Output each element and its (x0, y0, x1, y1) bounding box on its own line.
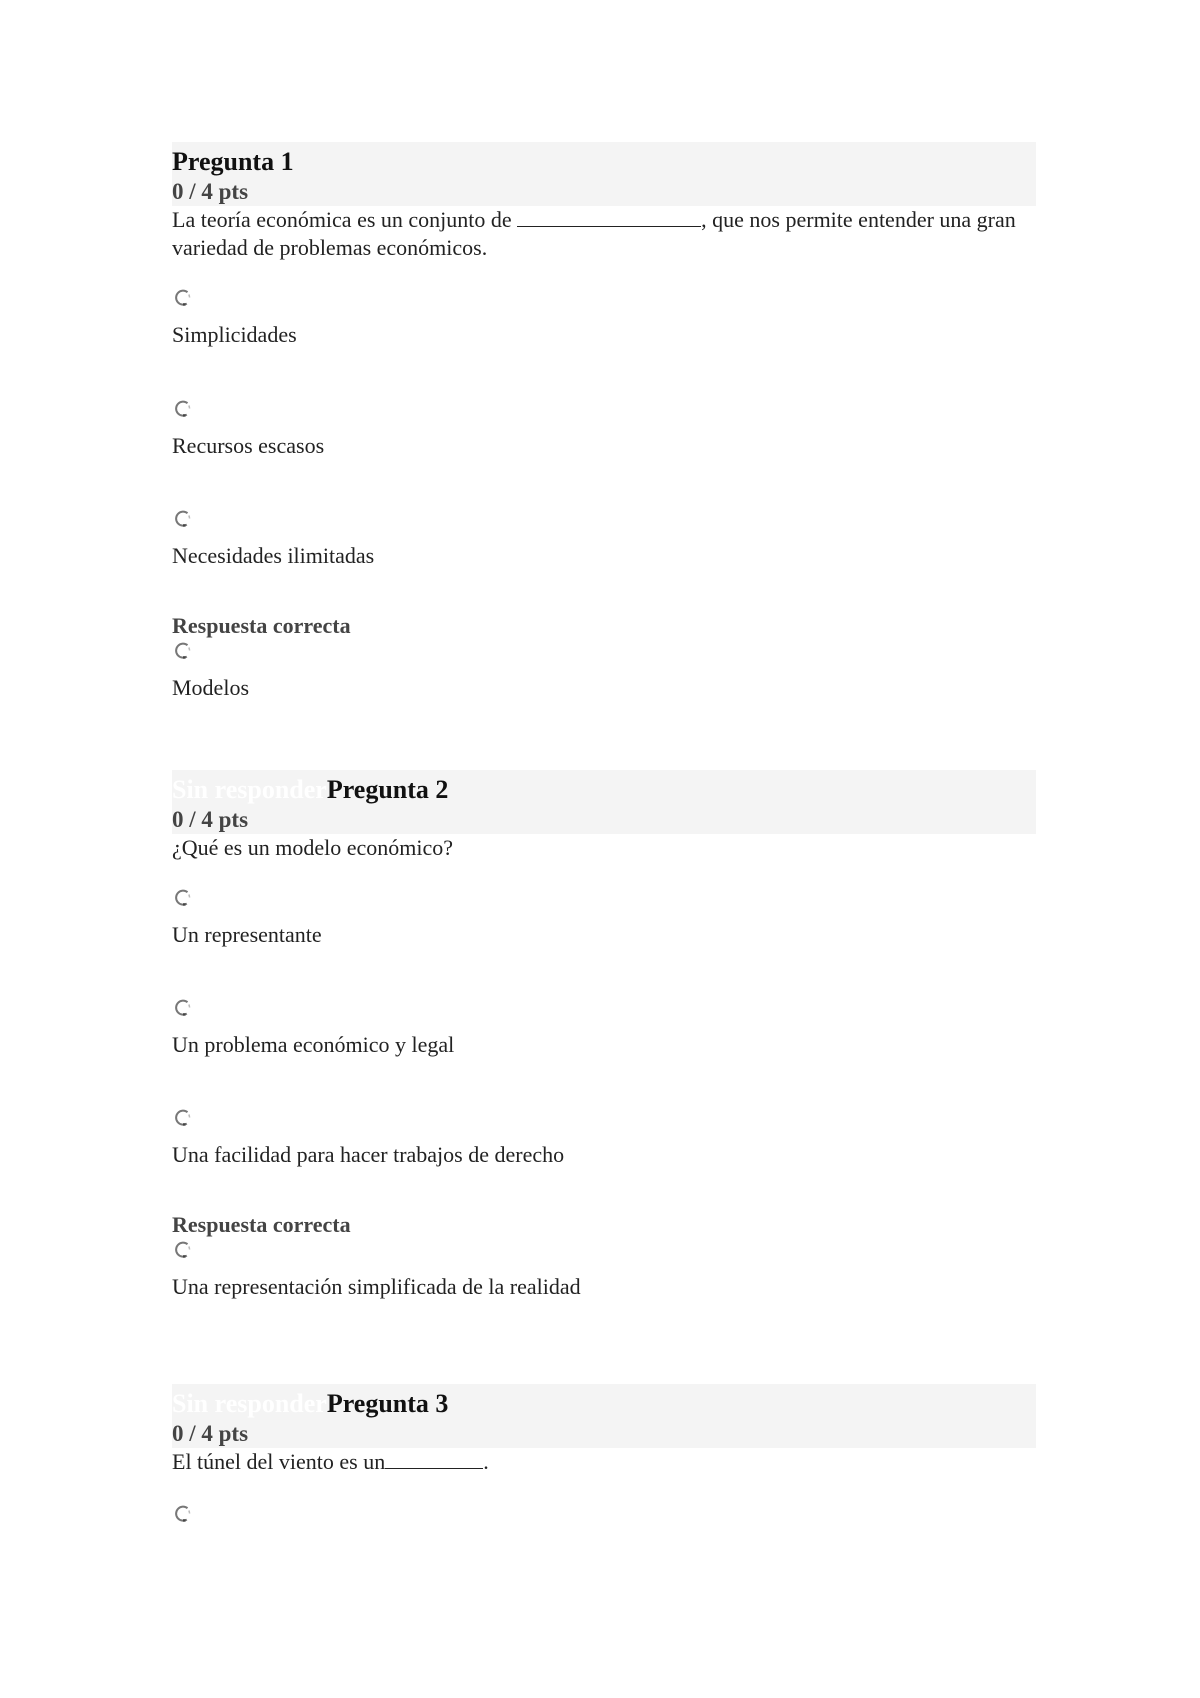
correct-answer-label: Respuesta correcta (172, 1212, 351, 1237)
answer-option[interactable] (172, 997, 454, 1059)
radio-button-icon[interactable] (172, 1503, 194, 1525)
question-points: 0 / 4 pts (172, 1421, 249, 1446)
question-title: Pregunta 1 (172, 147, 294, 176)
question-3 (172, 1384, 1036, 1584)
answer-option[interactable] (172, 1107, 564, 1169)
question-title-line (172, 774, 1036, 806)
fill-blank (385, 1448, 483, 1469)
question-title: Pregunta 2 (326, 775, 449, 804)
radio-button-icon[interactable] (172, 1107, 194, 1129)
question-points: 0 / 4 pts (172, 179, 249, 204)
unanswered-badge: Sin responder (172, 1389, 327, 1418)
radio-button-icon[interactable] (172, 1239, 194, 1261)
question-text (172, 834, 1036, 862)
answer-option[interactable] (172, 887, 322, 949)
question-header (172, 1384, 1036, 1448)
question-2 (172, 770, 1036, 1384)
question-text (172, 206, 1022, 262)
question-points: 0 / 4 pts (172, 807, 249, 832)
unanswered-badge: Sin responder (172, 775, 327, 804)
question-text (172, 1448, 1036, 1476)
radio-button-icon[interactable] (172, 508, 194, 530)
answer-label: Un representante (172, 922, 322, 947)
answer-label: Un problema económico y legal (172, 1032, 455, 1057)
question-1 (172, 142, 1036, 770)
answer-option[interactable] (172, 398, 324, 460)
question-text-after: . (483, 1449, 489, 1474)
question-title: Pregunta 3 (326, 1389, 449, 1418)
answer-option[interactable] (172, 1503, 194, 1525)
answer-label: Una representación simplificada de la realidad (172, 1274, 581, 1299)
radio-button-icon[interactable] (172, 287, 194, 309)
answer-option-correct[interactable] (172, 1211, 581, 1301)
answer-option[interactable] (172, 287, 297, 349)
answer-option[interactable] (172, 508, 374, 570)
question-text-before: El túnel del viento es un (172, 1449, 386, 1474)
answer-label: Modelos (172, 675, 249, 700)
question-header (172, 770, 1036, 834)
answer-label: Una facilidad para hacer trabajos de derecho (172, 1142, 565, 1167)
radio-button-icon[interactable] (172, 997, 194, 1019)
answer-label: Simplicidades (172, 322, 297, 347)
radio-button-icon[interactable] (172, 640, 194, 662)
answer-label: Necesidades ilimitadas (172, 543, 375, 568)
question-header (172, 142, 1036, 206)
correct-answer-label: Respuesta correcta (172, 613, 351, 638)
answer-option-correct[interactable] (172, 612, 351, 702)
radio-button-icon[interactable] (172, 887, 194, 909)
fill-blank (517, 206, 701, 227)
radio-button-icon[interactable] (172, 398, 194, 420)
question-title-line (172, 1388, 1036, 1420)
question-title-line (172, 146, 1036, 178)
question-text-before: ¿Qué es un modelo económico? (172, 835, 454, 860)
quiz-results (172, 142, 1036, 1584)
question-text-after: , que nos permite entender una gran variedad de problemas económicos. (172, 207, 1016, 260)
answer-label: Recursos escasos (172, 433, 325, 458)
question-text-before: La teoría económica es un conjunto de (172, 207, 518, 232)
